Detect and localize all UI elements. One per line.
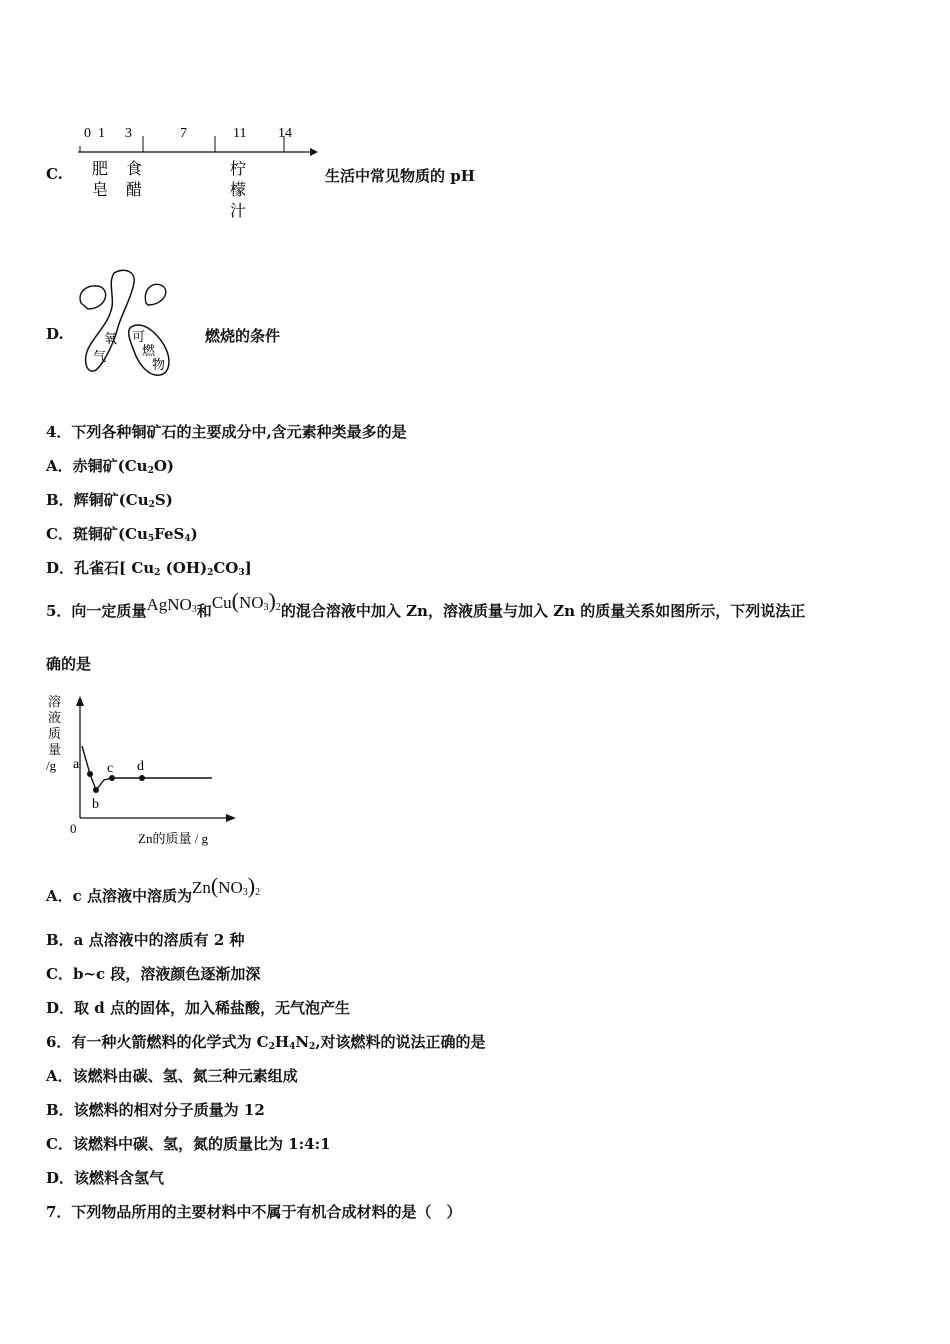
fire-label-oxygen: 氧 xyxy=(104,331,118,346)
q4-option-a: A．赤铜矿$(Cu_2O)$ xyxy=(46,457,175,476)
ph-caption: 生活中常见物质的 pH xyxy=(325,167,475,185)
q5-graph xyxy=(40,688,240,848)
ph-label-lemon: 柠 xyxy=(230,161,247,178)
q5-point-label: a xyxy=(73,757,80,772)
q5-option-b: B．a 点溶液中的溶质有 2 种 xyxy=(46,931,245,949)
q5-ylabel: 液 xyxy=(48,710,62,725)
q5-ylabel: /g xyxy=(46,758,57,773)
q5-option-d: D．取 d 点的固体，加入稀盐酸，无气泡产生 xyxy=(46,999,350,1017)
q5-stem-line2: 确的是 xyxy=(46,655,92,673)
q4-option-d: D．孔雀石[ $Cu_2$ $(OH)_2CO_3$] xyxy=(46,559,252,578)
ph-tick: 0 xyxy=(84,126,91,141)
ph-tick: 1 xyxy=(98,126,105,141)
q5-origin: 0 xyxy=(70,821,77,836)
ph-label-soap: 皂 xyxy=(92,182,109,199)
q5-xlabel: Zn的质量 / g xyxy=(138,831,209,846)
ph-label-lemon: 檬 xyxy=(230,182,247,199)
fire-label-fuel: 物 xyxy=(152,357,166,372)
q5-stem: 5．向一定质量AgNO$_3$和$Cu(NO_3)_2$的混合溶液中加入 Zn，溶液质量与加入 Zn 的质量关系如图所示，下列说法正 xyxy=(46,588,806,620)
q6-stem: 6．有一种火箭燃料的化学式为 $C_2H_4N_2$,对该燃料的说法正确的是 xyxy=(46,1033,486,1052)
ph-label-lemon: 汁 xyxy=(230,203,247,220)
fire-label-oxygen: 气 xyxy=(93,349,107,364)
ph-label-vinegar: 醋 xyxy=(126,182,143,199)
q5-ylabel: 质 xyxy=(48,726,62,741)
fire-caption: 燃烧的条件 xyxy=(205,327,281,345)
q5-point-b xyxy=(93,787,99,793)
ph-label-soap: 肥 xyxy=(92,161,109,178)
fire-label-fuel: 燃 xyxy=(142,343,156,358)
ph-scale-figure xyxy=(70,118,330,228)
option-c-letter: C. xyxy=(46,165,63,183)
fire-label-fuel: 可 xyxy=(132,329,146,344)
q6-option-d: D．该燃料含氢气 xyxy=(46,1169,165,1187)
option-d-letter: D. xyxy=(46,325,64,343)
q4-option-b: B．辉铜矿$(Cu_2S)$ xyxy=(46,491,173,510)
ph-tick: 11 xyxy=(233,126,247,141)
ph-tick: 7 xyxy=(180,126,187,141)
q6-option-a: A．该燃料由碳、氢、氮三种元素组成 xyxy=(46,1067,298,1085)
q5-point-d xyxy=(139,775,145,781)
q4-option-c: C．斑铜矿$(Cu_5FeS_4)$ xyxy=(46,525,198,544)
ph-tick: 3 xyxy=(125,126,132,141)
q5-point-label: c xyxy=(107,761,114,776)
fire-figure xyxy=(76,265,186,380)
q5-ylabel: 溶 xyxy=(48,694,62,709)
q4-stem: 4．下列各种铜矿石的主要成分中,含元素种类最多的是 xyxy=(46,423,407,441)
ph-tick: 14 xyxy=(278,126,292,141)
ph-label-vinegar: 食 xyxy=(126,161,143,178)
q7-stem: 7．下列物品所用的主要材料中不属于有机合成材料的是（ ） xyxy=(46,1203,462,1221)
q5-ylabel: 量 xyxy=(48,742,62,757)
q5-point-label: d xyxy=(137,759,144,774)
q6-option-c: C．该燃料中碳、氢，氮的质量比为 1:4:1 xyxy=(46,1135,331,1153)
q5-option-c: C．b~c 段，溶液颜色逐渐加深 xyxy=(46,965,261,983)
q6-option-b: B．该燃料的相对分子质量为 12 xyxy=(46,1101,265,1119)
q5-point-label: b xyxy=(92,797,99,812)
q5-point-a xyxy=(87,771,93,777)
q5-option-a: A．c 点溶液中溶质为$Zn(NO_3)_2$ xyxy=(46,873,261,905)
